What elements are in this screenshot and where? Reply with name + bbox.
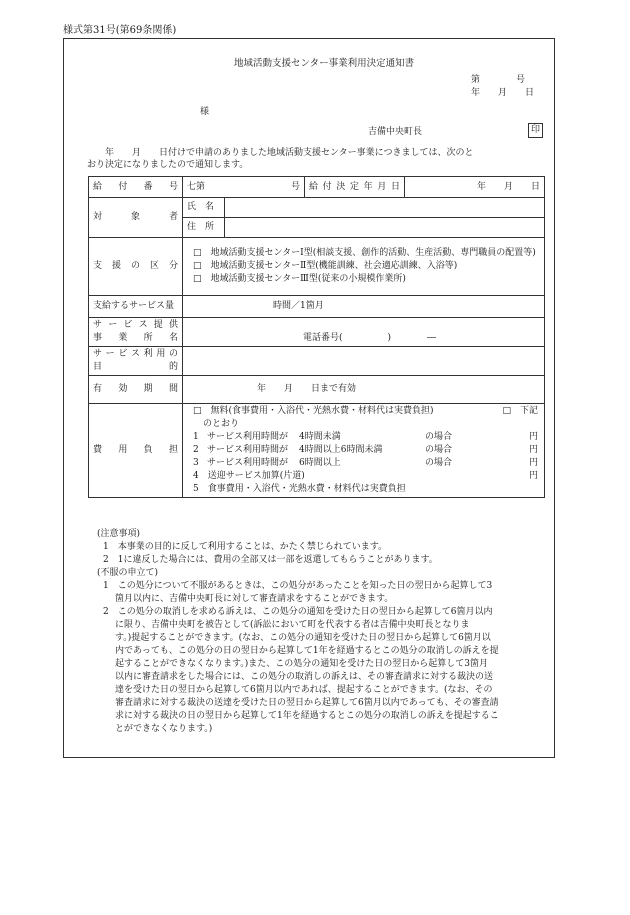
label-decision-date: 給付決定年月日 [305, 177, 405, 198]
label-service-amount: 支給するサービス量 [89, 296, 183, 318]
purpose-field[interactable] [183, 347, 545, 376]
fee-item-4-text: 4 送迎サービス加算(片道) [193, 471, 305, 481]
notes-section [97, 528, 543, 736]
label-provider-line-1: サービス提供 [93, 320, 178, 330]
fees-as-follows: のとおり [203, 419, 240, 429]
fee-item-4-unit[interactable]: 円 [528, 471, 538, 481]
fee-item-5: 5 食事費用・入浴代・光熱水費・材料代は実費負担 [193, 484, 406, 494]
label-subject: 対象者 [89, 198, 183, 238]
support-option-type-2[interactable]: □ 地域活動支援センターⅡ型(機能訓練、社会適応訓練、入浴等) [193, 261, 458, 271]
label-address: 住 所 [183, 218, 225, 238]
fee-item-1-case: の場合 [425, 432, 453, 442]
service-amount-field[interactable]: 時間／1箇月 [183, 296, 545, 318]
row-benefit-number [89, 177, 545, 198]
fee-item-3-unit[interactable]: 円 [528, 458, 538, 468]
support-options [183, 238, 545, 296]
appeal-item-2-line-4: 内であっても、この処分の日の翌日から起算して1年を経過するとこの処分の取消しの訴えを提 [115, 646, 499, 656]
appeal-item-2-line-6: 以内に審査請求をした場合には、この処分の取消しの訴えは、その審査請求に対する裁決の送 [115, 672, 494, 682]
label-provider-line-2: 事業所名 [93, 333, 178, 343]
fee-item-3-text: サービス利用時間が [207, 458, 289, 468]
support-option-type-1[interactable]: □ 地域活動支援センターⅠ型(相談支援、創作的活動、生産活動、専門職員の配置等) [193, 248, 536, 258]
decision-table [88, 176, 545, 498]
row-validity [89, 376, 545, 404]
label-fees: 費用負担 [89, 404, 183, 498]
recipient-suffix: 様 [200, 107, 210, 117]
label-support-category: 支援の区分 [89, 238, 183, 296]
row-subject-name [89, 198, 545, 218]
official-seal [528, 123, 543, 138]
fees-below-option[interactable]: □ 下記 [502, 406, 538, 416]
benefit-number-field[interactable] [183, 177, 305, 198]
validity-field[interactable]: 年 月 日まで有効 [183, 376, 545, 404]
caution-item-2: 2 1に違反した場合には、費用の全部又は一部を返還してもらうことがあります。 [103, 555, 438, 565]
fee-item-3 [193, 457, 538, 470]
fee-item-3-case: の場合 [425, 458, 453, 468]
issuer-name: 吉備中央町長 [368, 127, 423, 137]
appeal-item-2-line-1: 2 この処分の取消しを求める訴えは、この処分の通知を受けた日の翌日から起算して6箇月以内 [103, 607, 493, 617]
benefit-number-prefix: 七第 [187, 181, 206, 192]
document-date: 年 月 日 [471, 88, 535, 98]
provider-phone-field[interactable]: 電話番号( ) ― [183, 318, 545, 347]
row-purpose [89, 347, 545, 376]
label-provider [89, 318, 183, 347]
document-title: 地域活動支援センター事業利用決定通知書 [234, 58, 415, 69]
appeal-item-2-line-2: に限り、吉備中央町を被告として(訴訟において町を代表する者は吉備中央町長となりま [115, 620, 470, 630]
seal-mark: 印 [528, 123, 543, 138]
intro-line-1: 年 月 日付けで申請のありました地域活動支援センター事業につきましては、次のと [87, 148, 474, 158]
caution-item-1: 1 本事業の目的に反して利用することは、かたく禁じられています。 [103, 542, 388, 552]
fee-item-3-cond: 6時間以上 [299, 458, 341, 468]
appeal-item-2-line-8: 審査請求に対する裁決の送達を受けた日の翌日から起算して6箇月以内であっても、その審査請 [115, 698, 499, 708]
fee-item-1 [193, 431, 538, 444]
appeal-item-2-line-3: す。)提起することができます。(なお、この処分の通知を受けた日の翌日から起算して6箇月以 [115, 633, 491, 643]
benefit-number-suffix: 号 [290, 181, 300, 192]
support-option-type-3[interactable]: □ 地域活動支援センターⅢ型(従来の小規模作業所) [193, 274, 406, 284]
label-purpose [89, 347, 183, 376]
appeal-item-1-line-1: 1 この処分について不服があるときは、この処分があったことを知った日の翌日から起算して3 [103, 581, 493, 591]
appeal-item-2-line-7: 達を受けた日の翌日から起算して6箇月以内であれば、提起することができます。(なお、その [115, 685, 493, 695]
label-benefit-number: 給付番号 [89, 177, 183, 198]
appeal-item-2-line-9: 求に対する裁決の日の翌日から起算して1年を経過するとこの処分の取消しの訴えを提起するこ [115, 711, 499, 721]
fees-free-option[interactable]: □ 無料(食事費用・入浴代・光熱水費・材料代は実費負担) [193, 406, 434, 416]
fee-item-2 [193, 444, 538, 457]
fee-item-2-unit[interactable]: 円 [528, 445, 538, 455]
notes-heading-caution: (注意事項) [97, 529, 141, 539]
appeal-item-2-line-5: 起することができなくなります。)また、この処分の通知を受けた日の翌日から起算して3箇月 [115, 659, 489, 669]
fees-free-line [193, 405, 538, 418]
appeal-item-2-line-10: とができなくなります。) [115, 724, 213, 734]
intro-line-2: おり決定になりましたので通知します。 [87, 160, 249, 170]
fee-item-2-case: の場合 [425, 445, 453, 455]
fee-item-1-cond: 4時間未満 [299, 432, 341, 442]
document-number: 第 号 [471, 75, 526, 85]
decision-date-field[interactable]: 年 月 日 [405, 177, 545, 198]
row-provider [89, 318, 545, 347]
notes-heading-appeal: (不服の申立て) [97, 568, 159, 578]
label-purpose-line-1: サービス利用の [93, 349, 178, 359]
subject-name-field[interactable] [225, 198, 545, 218]
label-purpose-line-2: 目的 [93, 362, 178, 372]
appeal-item-1-line-2: 箇月以内に、吉備中央町長に対して審査請求をすることができます。 [115, 594, 394, 604]
fee-item-1-no: 1 [193, 432, 199, 442]
fee-item-1-text: サービス利用時間が [207, 432, 289, 442]
row-service-amount [89, 296, 545, 318]
form-number-label: 様式第31号(第69条関係) [63, 25, 177, 36]
row-fees [89, 404, 545, 498]
fee-item-4 [193, 470, 538, 483]
fee-item-2-cond: 4時間以上6時間未満 [299, 445, 383, 455]
label-name: 氏 名 [183, 198, 225, 218]
fee-item-2-text: サービス利用時間が [207, 445, 289, 455]
label-validity: 有効期間 [89, 376, 183, 404]
fee-item-3-no: 3 [193, 458, 199, 468]
subject-address-field[interactable] [225, 218, 545, 238]
row-support-category [89, 238, 545, 296]
fees-content [183, 404, 545, 498]
fee-item-1-unit[interactable]: 円 [528, 432, 538, 442]
fee-item-2-no: 2 [193, 445, 199, 455]
